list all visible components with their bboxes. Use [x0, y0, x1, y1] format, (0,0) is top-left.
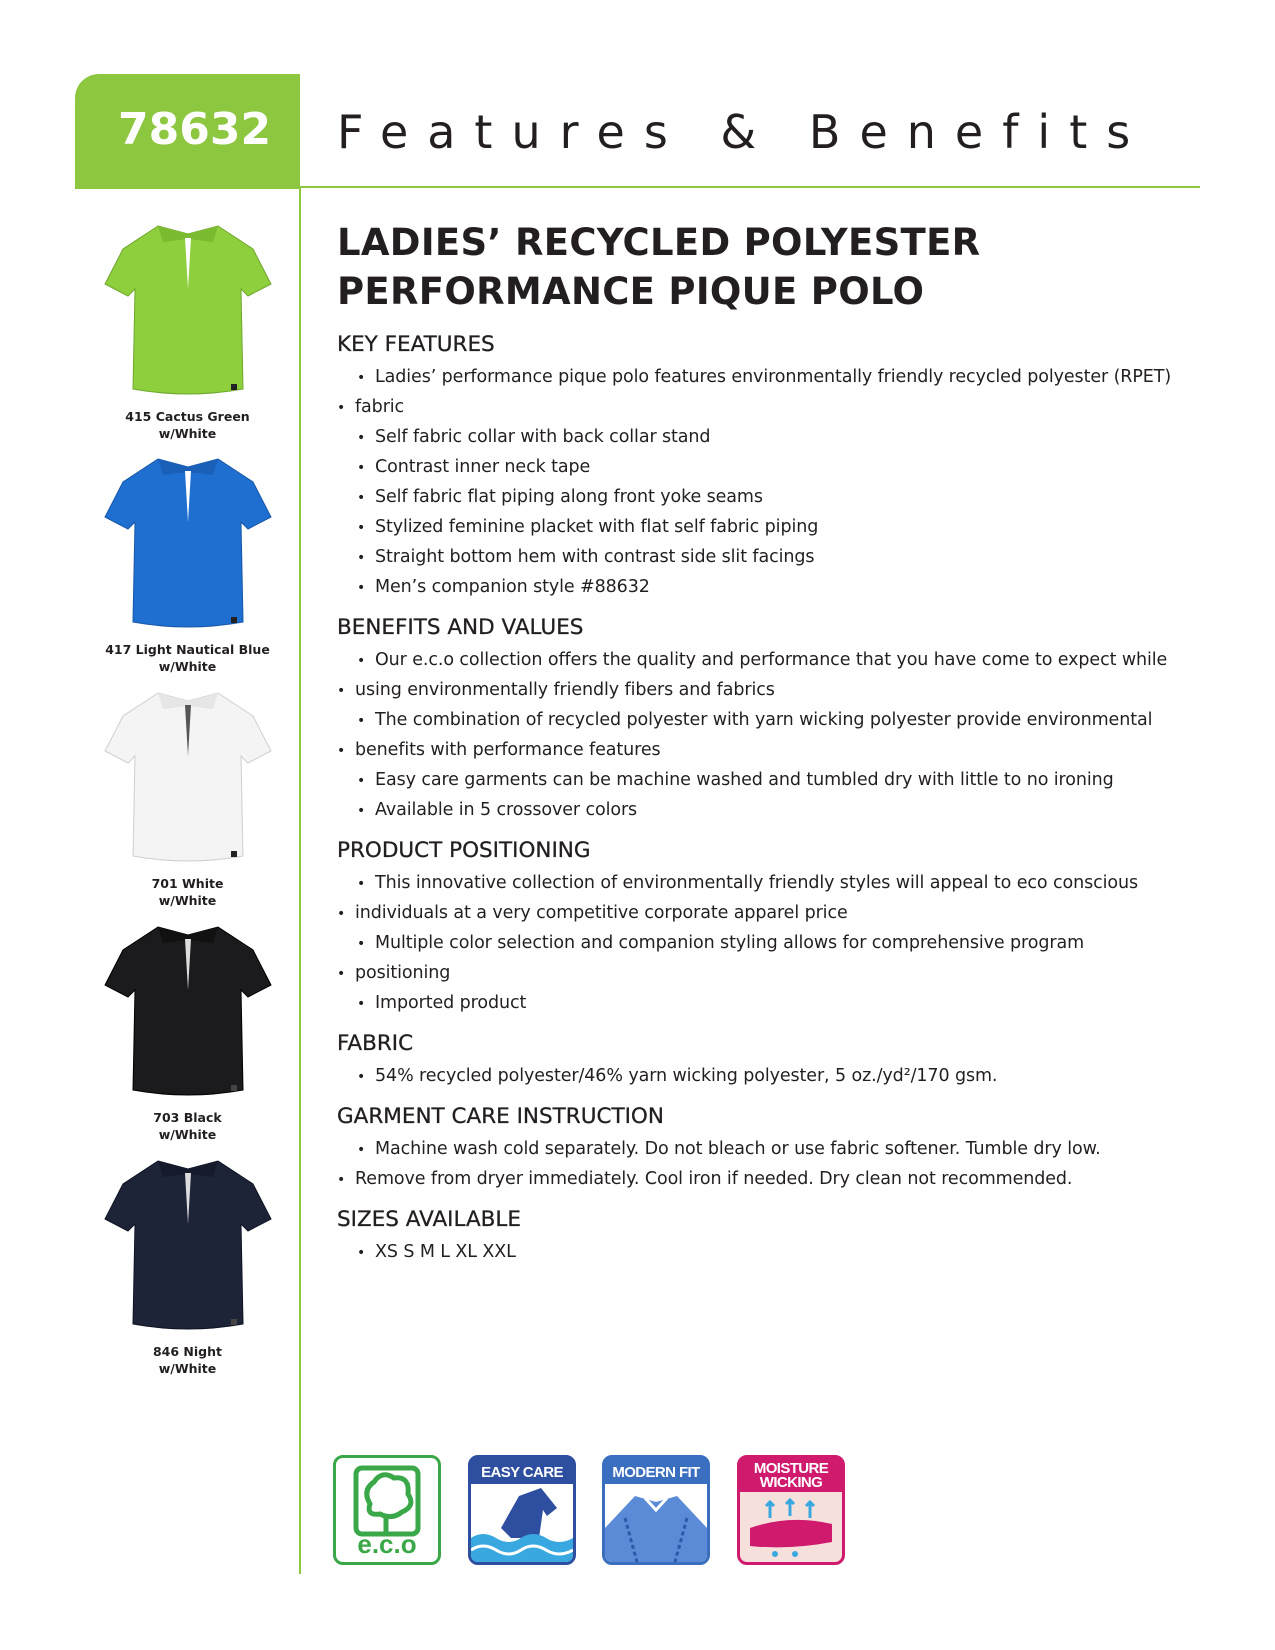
content-sections	[337, 330, 1197, 1278]
list-item: • 54% recycled polyester/46% yarn wicking polyester, 5 oz./yd²/170 gsm.	[337, 1062, 1197, 1092]
section-heading: FABRIC	[337, 1031, 414, 1056]
section-fabric	[337, 1029, 1197, 1092]
list-item-continued: • fabric	[337, 393, 1197, 423]
swatch-black	[90, 915, 285, 1143]
list-item-continued: • Remove from dryer immediately. Cool iron if needed. Dry clean not recommended.	[337, 1165, 1197, 1195]
section-care	[337, 1102, 1197, 1195]
swatch-label: 415 Cactus Green w/White	[125, 409, 250, 441]
list-item: • Contrast inner neck tape	[337, 453, 1197, 483]
list-item-continued: • using environmentally friendly fibers and fabrics	[337, 676, 1197, 706]
swatch-light-nautical-blue	[90, 447, 285, 675]
swatch-label: 846 Night w/White	[152, 1344, 222, 1376]
modern-fit-badge	[602, 1455, 710, 1565]
section-heading: BENEFITS AND VALUES	[337, 615, 584, 640]
list-item: • Multiple color selection and companion styling allows for comprehensive program	[337, 929, 1197, 959]
polo-shirt-image	[103, 1149, 273, 1339]
list-item: • Easy care garments can be machine washed and tumbled dry with little to no ironing	[337, 766, 1197, 796]
section-heading: KEY FEATURES	[337, 332, 495, 357]
section-benefits	[337, 613, 1197, 826]
style-number: 78632	[118, 104, 272, 155]
list-item: • Self fabric flat piping along front yoke seams	[337, 483, 1197, 513]
swatch-label: 701 White w/White	[151, 876, 224, 908]
list-item: • Men’s companion style #88632	[337, 573, 1197, 603]
shirt-tag	[231, 1085, 237, 1091]
swatch-night	[90, 1149, 285, 1377]
list-item-continued: • individuals at a very competitive corporate apparel price	[337, 899, 1197, 929]
list-item-continued: • positioning	[337, 959, 1197, 989]
polo-shirt-image	[103, 915, 273, 1105]
section-sizes	[337, 1205, 1197, 1268]
section-positioning	[337, 836, 1197, 1019]
list-item: • Our e.c.o collection offers the quality and performance that you have come to expect while	[337, 646, 1197, 676]
moisture-wicking-label: MOISTURE WICKING	[753, 1460, 829, 1491]
eco-badge	[333, 1455, 441, 1565]
moisture-wicking-badge	[737, 1455, 845, 1565]
swatch-label: 417 Light Nautical Blue w/White	[105, 642, 270, 674]
shirt-tag	[231, 617, 237, 623]
header-divider	[75, 186, 1200, 188]
list-item-continued: • benefits with performance features	[337, 736, 1197, 766]
list-item: • This innovative collection of environmentally friendly styles will appeal to eco conscious	[337, 869, 1197, 899]
section-heading: SIZES AVAILABLE	[337, 1207, 521, 1232]
shirt-tag	[231, 1319, 237, 1325]
page-title: Features & Benefits	[337, 105, 1150, 159]
list-item: • Ladies’ performance pique polo features environmentally friendly recycled polyester (RPET)	[337, 363, 1197, 393]
easy-care-icon	[471, 1458, 573, 1562]
list-item: • XS S M L XL XXL	[337, 1238, 1197, 1268]
list-item: • The combination of recycled polyester with yarn wicking polyester provide environmental	[337, 706, 1197, 736]
product-title: LADIES’ RECYCLED POLYESTER PERFORMANCE PIQUE POLO	[337, 221, 981, 313]
swatch-white	[90, 681, 285, 909]
list-item: • Imported product	[337, 989, 1197, 1019]
polo-shirt-image	[103, 214, 273, 404]
list-item: • Machine wash cold separately. Do not bleach or use fabric softener. Tumble dry low.	[337, 1135, 1197, 1165]
eco-label: e.c.o	[357, 1529, 417, 1559]
polo-shirt-image	[103, 447, 273, 637]
section-key-features	[337, 330, 1197, 603]
polo-shirt-image	[103, 681, 273, 871]
easy-care-badge	[468, 1455, 576, 1565]
section-heading: PRODUCT POSITIONING	[337, 838, 591, 863]
sidebar-divider	[299, 186, 301, 1574]
swatch-label: 703 Black w/White	[153, 1110, 222, 1142]
swatch-cactus-green	[90, 214, 285, 442]
shirt-tag	[231, 384, 237, 390]
section-heading: GARMENT CARE INSTRUCTION	[337, 1104, 664, 1129]
moisture-wicking-icon	[740, 1458, 842, 1562]
list-item: • Stylized feminine placket with flat self fabric piping	[337, 513, 1197, 543]
modern-fit-icon	[605, 1458, 707, 1562]
list-item: • Straight bottom hem with contrast side slit facings	[337, 543, 1197, 573]
list-item: • Self fabric collar with back collar stand	[337, 423, 1197, 453]
shirt-tag	[231, 851, 237, 857]
list-item: • Available in 5 crossover colors	[337, 796, 1197, 826]
eco-tree-icon	[336, 1460, 438, 1540]
modern-fit-label: MODERN FIT	[612, 1464, 700, 1481]
easy-care-label: EASY CARE	[481, 1464, 563, 1481]
